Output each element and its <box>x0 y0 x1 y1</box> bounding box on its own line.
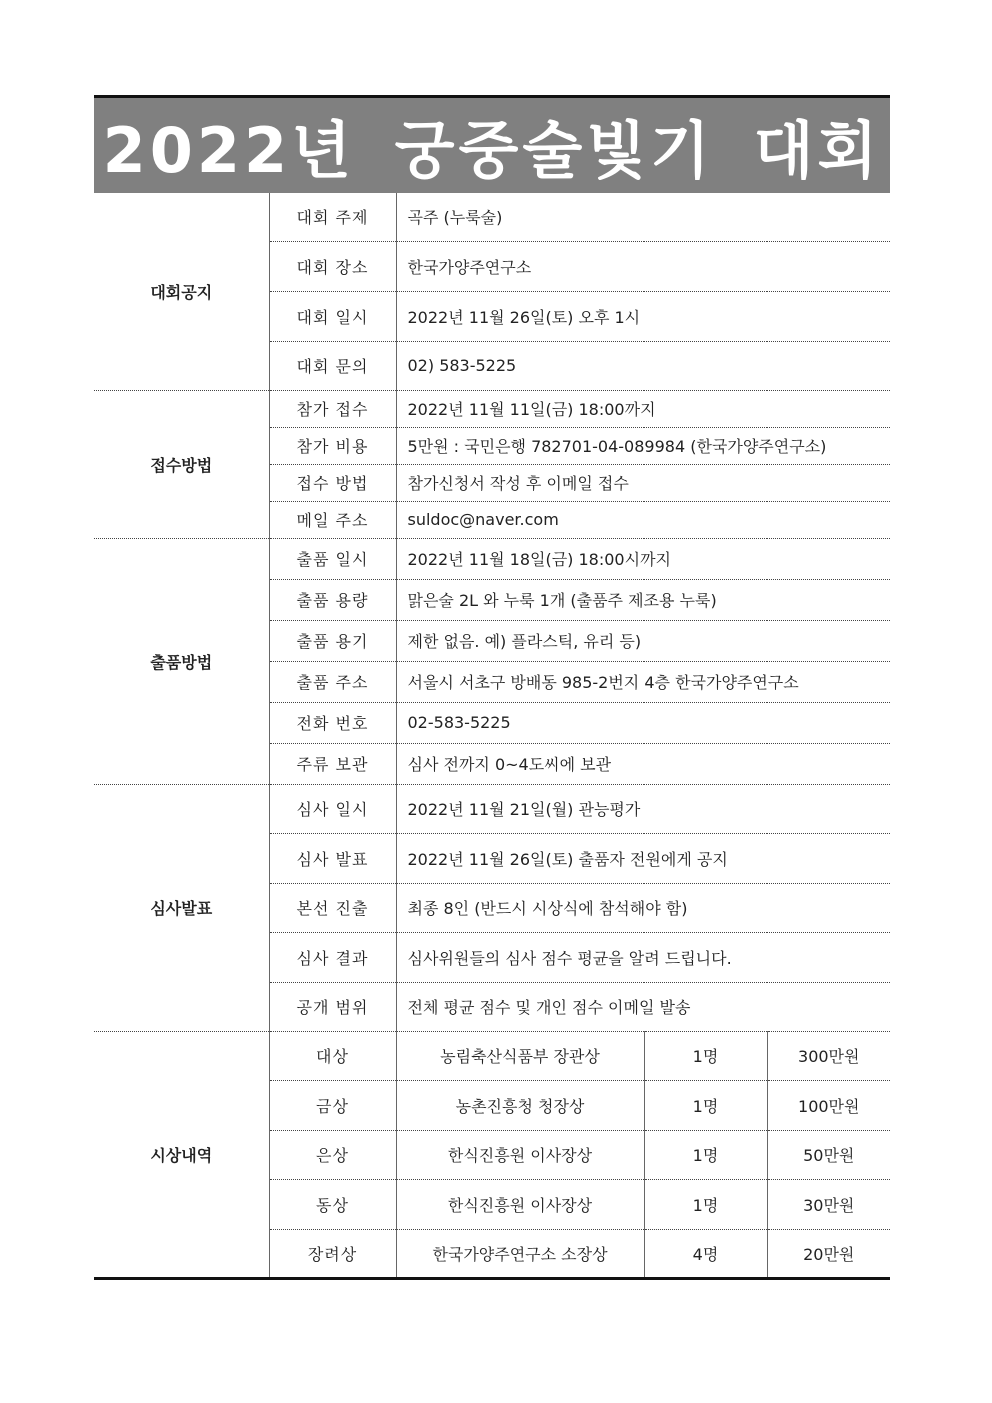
row-value: 전체 평균 점수 및 개인 점수 이메일 발송 <box>396 982 890 1031</box>
row-label: 참가 접수 <box>269 390 396 427</box>
award-amount: 300만원 <box>767 1031 890 1080</box>
award-amount: 50만원 <box>767 1130 890 1179</box>
row-label: 대회 주제 <box>269 193 396 241</box>
row-value: 제한 없음. 예) 플라스틱, 유리 등) <box>396 620 890 661</box>
award-prize: 금상 <box>269 1080 396 1130</box>
section-label-awards: 시상내역 <box>94 1031 269 1278</box>
row-value: suldoc@naver.com <box>396 501 890 538</box>
award-row <box>94 1031 890 1080</box>
award-title: 농촌진흥청 청장상 <box>396 1080 644 1130</box>
award-title: 한국가양주연구소 소장상 <box>396 1229 644 1278</box>
row-value: 5만원 : 국민은행 782701-04-089984 (한국가양주연구소) <box>396 427 890 464</box>
table-row <box>94 390 890 427</box>
row-label: 대회 장소 <box>269 241 396 291</box>
row-label: 출품 주소 <box>269 661 396 702</box>
section-label-notice: 대회공지 <box>94 193 269 390</box>
award-amount: 20만원 <box>767 1229 890 1278</box>
award-title: 한식진흥원 이사장상 <box>396 1130 644 1179</box>
award-prize: 장려상 <box>269 1229 396 1278</box>
row-label: 출품 용량 <box>269 579 396 620</box>
row-label: 출품 용기 <box>269 620 396 661</box>
award-prize: 은상 <box>269 1130 396 1179</box>
row-value: 2022년 11월 11일(금) 18:00까지 <box>396 390 890 427</box>
info-table <box>94 193 890 1280</box>
section-label-registration: 접수방법 <box>94 390 269 538</box>
table-row <box>94 784 890 833</box>
table-row <box>94 538 890 579</box>
row-value: 서울시 서초구 방배동 985-2번지 4층 한국가양주연구소 <box>396 661 890 702</box>
award-prize: 동상 <box>269 1179 396 1229</box>
row-value: 심사 전까지 0~4도씨에 보관 <box>396 743 890 784</box>
row-value: 참가신청서 작성 후 이메일 접수 <box>396 464 890 501</box>
row-label: 접수 방법 <box>269 464 396 501</box>
row-label: 출품 일시 <box>269 538 396 579</box>
row-label: 대회 일시 <box>269 291 396 341</box>
row-value: 02) 583-5225 <box>396 341 890 390</box>
award-title: 농림축산식품부 장관상 <box>396 1031 644 1080</box>
row-value: 02-583-5225 <box>396 702 890 743</box>
row-value: 최종 8인 (반드시 시상식에 참석해야 함) <box>396 883 890 932</box>
row-value: 2022년 11월 18일(금) 18:00시까지 <box>396 538 890 579</box>
contest-notice-document <box>94 95 890 1280</box>
row-value: 2022년 11월 26일(토) 오후 1시 <box>396 291 890 341</box>
award-count: 1명 <box>644 1031 767 1080</box>
row-label: 심사 결과 <box>269 932 396 982</box>
award-count: 1명 <box>644 1179 767 1229</box>
award-prize: 대상 <box>269 1031 396 1080</box>
table-row <box>94 193 890 241</box>
section-label-submission: 출품방법 <box>94 538 269 784</box>
row-label: 참가 비용 <box>269 427 396 464</box>
award-count: 1명 <box>644 1080 767 1130</box>
row-value: 2022년 11월 21일(월) 관능평가 <box>396 784 890 833</box>
row-label: 대회 문의 <box>269 341 396 390</box>
row-value: 2022년 11월 26일(토) 출품자 전원에게 공지 <box>396 833 890 883</box>
row-value: 맑은술 2L 와 누룩 1개 (출품주 제조용 누룩) <box>396 579 890 620</box>
row-label: 심사 발표 <box>269 833 396 883</box>
row-label: 전화 번호 <box>269 702 396 743</box>
award-amount: 30만원 <box>767 1179 890 1229</box>
row-value: 심사위원들의 심사 점수 평균을 알려 드립니다. <box>396 932 890 982</box>
award-count: 4명 <box>644 1229 767 1278</box>
award-amount: 100만원 <box>767 1080 890 1130</box>
award-count: 1명 <box>644 1130 767 1179</box>
title-bar <box>94 95 890 193</box>
page-title: 2022년 궁중술빛기 대회 <box>102 114 882 187</box>
award-title: 한식진흥원 이사장상 <box>396 1179 644 1229</box>
row-value: 한국가양주연구소 <box>396 241 890 291</box>
row-label: 메일 주소 <box>269 501 396 538</box>
row-label: 주류 보관 <box>269 743 396 784</box>
row-label: 본선 진출 <box>269 883 396 932</box>
row-value: 곡주 (누룩술) <box>396 193 890 241</box>
row-label: 공개 범위 <box>269 982 396 1031</box>
row-label: 심사 일시 <box>269 784 396 833</box>
section-label-judging: 심사발표 <box>94 784 269 1031</box>
